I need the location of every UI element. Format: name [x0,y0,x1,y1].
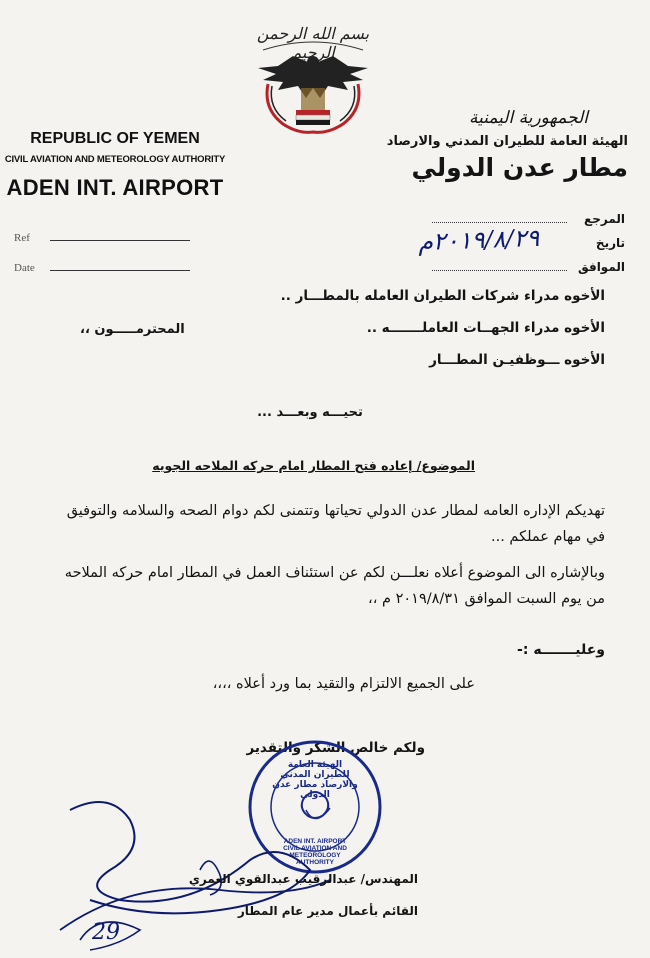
commitment-text: على الجميع الالتزام والتقيد بما ورد أعلاه ،،،، [212,676,475,692]
addressee-line-2: الأخوه مدراء الجهــات العاملـــــــه .. [366,320,605,336]
addressee-line-3: الأخوه ـــوظفيـن المطـــار [429,352,605,368]
authority-name-ar: الهيئة العامة للطيران المدني والارصاد [386,134,628,149]
authority-name-en: CIVIL AVIATION AND METEOROLOGY AUTHORITY [4,154,226,165]
paragraph-2: وبالإشاره الى الموضوع أعلاه نعلـــن لكم عن استئناف العمل في المطار امام حركه الملاحه من يوم السبت الموافق ٢٠١٩/٨/٣١ م ،، [64,565,605,607]
therefore-text: وعليـــــــه :- [517,642,605,658]
subject-line: الموضوع/ إعاده فتح المطار امام حركه الملاحه الجويه [152,458,475,473]
signer-title: القائم بأعمال مدير عام المطار [237,904,418,918]
closing-text: ولكم خالص الشكر والتقدير [246,740,425,756]
arabic-letterhead [368,108,628,182]
paragraph-1: تهديكم الإداره العامه لمطار عدن الدولي تحياتها وتتمنى لكم دوام الصحه والسلامه والتوفيق في مهام عملكم ... [66,503,605,545]
corresponding-field-ar [578,260,625,274]
stamp-english-text: ADEN INT. AIRPORT CIVIL AVIATION AND METEOROLOGY AUTHORITY [283,838,347,866]
corresponding-label-ar: الموافق [578,260,625,274]
basmala-text: بسم الله الرحمن الرحيم [256,24,370,62]
airport-name-en: ADEN INT. AIRPORT [6,175,224,200]
date-line [50,270,190,271]
stamp-arabic-text: الهيئة العامة للطيران المدني والارصاد مطار عدن الدولي [272,760,358,800]
airport-name-ar: مطار عدن الدولي [411,153,628,182]
ref-line [50,240,190,241]
handwritten-date: ٢٠١٩/٨/٢٩م [417,223,540,257]
english-letterhead [0,130,230,201]
signer-name: المهندس/ عبدالرقيب عبدالقوي العمري [188,872,418,886]
handwritten-day: 29 [92,920,120,945]
respected-text: المحترمـــــون ،، [80,322,185,337]
date-label-ar: تاريخ [595,236,625,250]
corresponding-line-ar [432,270,567,271]
greeting-text: تحيـــه وبعـــد ... [257,405,363,420]
ref-line-ar [432,222,567,223]
date-label-en: Date [14,262,35,274]
date-field-ar [596,236,625,250]
addressee-line-1: الأخوه مدراء شركات الطيران العامله بالمطـــار .. [280,288,605,304]
ref-field-ar [584,212,625,226]
ref-label-ar: المرجع [584,212,625,226]
ref-label-en: Ref [14,232,30,244]
date-field-en [14,262,35,274]
ref-field-en [14,232,30,244]
country-name-en: REPUBLIC OF YEMEN [30,130,200,147]
country-name-ar: الجمهورية اليمنية [468,108,588,128]
